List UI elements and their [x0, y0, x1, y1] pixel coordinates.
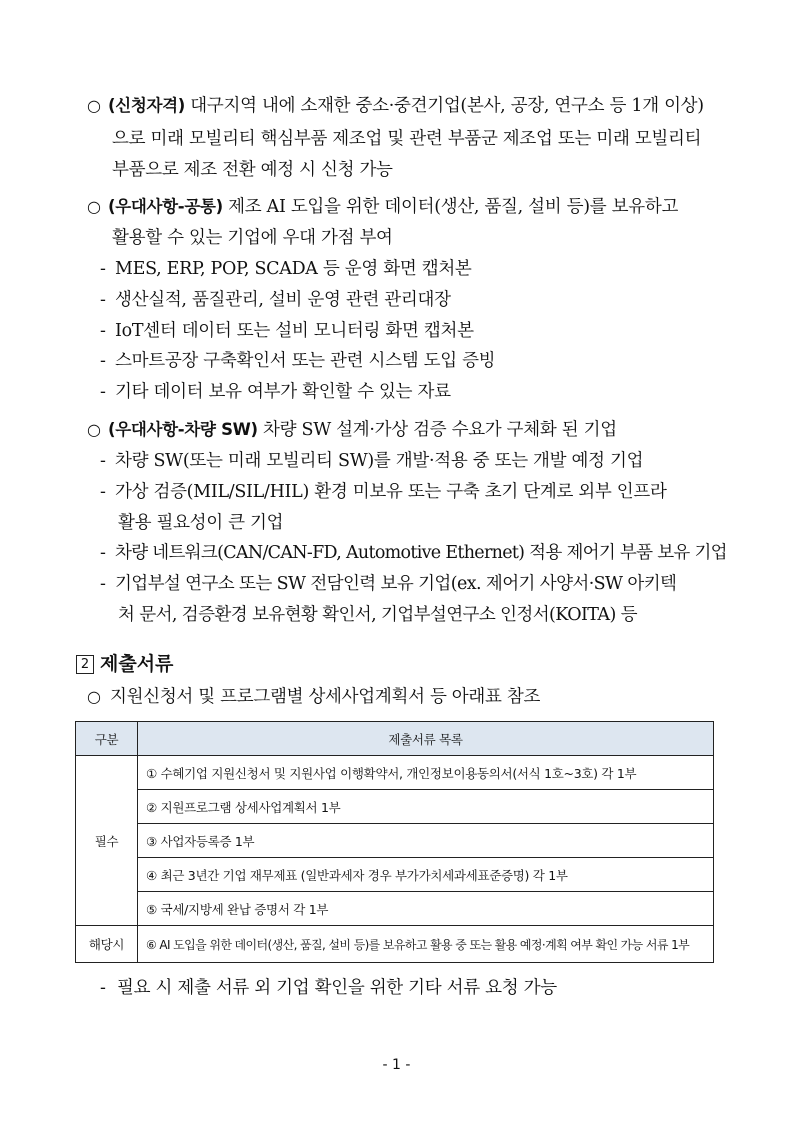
circle-bullet: ○ [87, 197, 101, 216]
dash-bullet: - [100, 382, 106, 402]
common-pref-text-1: 제조 AI 도입을 위한 데이터(생산, 품질, 설비 등)를 보유하고 [222, 197, 679, 217]
dash-bullet: - [100, 574, 106, 594]
vehicle-sw-item: 가상 검증(MIL/SIL/HIL) 환경 미보유 또는 구축 초기 단계로 외부 인프라 [115, 482, 667, 502]
common-pref-item: IoT센터 데이터 또는 설비 모니터링 화면 캡처본 [115, 321, 474, 341]
common-pref-item: 생산실적, 품질관리, 설비 운영 관련 관리대장 [115, 290, 451, 310]
vehicle-sw-item-cont: 활용 필요성이 큰 기업 [118, 513, 284, 533]
dash-bullet: - [100, 259, 106, 279]
eligibility-line-3: 부품으로 제조 전환 예정 시 신청 가능 [112, 160, 393, 180]
dash-bullet: - [100, 543, 106, 563]
required-category: 필수 [76, 756, 138, 926]
table-cell-document: ① 수혜기업 지원신청서 및 지원사업 이행확약서, 개인정보이용동의서(서식 1호~3호) 각 1부 [138, 756, 714, 790]
common-pref-item: 기타 데이터 보유 여부가 확인할 수 있는 자료 [115, 382, 451, 402]
table-header-list: 제출서류 목록 [138, 722, 714, 756]
vehicle-sw-item-cont: 처 문서, 검증환경 보유현황 확인서, 기업부설연구소 인정서(KOITA) 등 [118, 605, 637, 625]
dash-bullet: - [100, 451, 106, 471]
vehicle-sw-item: 차량 SW(또는 미래 모빌리티 SW)를 개발·적용 중 또는 개발 예정 기업 [115, 451, 644, 471]
common-pref-line-2: 활용할 수 있는 기업에 우대 가점 부여 [112, 228, 393, 248]
dash-bullet: - [100, 482, 106, 502]
common-pref-item: MES, ERP, POP, SCADA 등 운영 화면 캡처본 [115, 259, 472, 279]
table-cell-document: ④ 최근 3년간 기업 재무제표 (일반과세자 경우 부가가치세과세표준증명) 각 1부 [138, 858, 714, 892]
common-pref-heading: (우대사항-공통) [108, 197, 223, 216]
table-cell-document: ② 지원프로그램 상세사업계획서 1부 [138, 790, 714, 824]
table-cell-document: ⑤ 국세/지방세 완납 증명서 각 1부 [138, 892, 714, 926]
eligibility-line-1 [108, 95, 704, 117]
circle-bullet: ○ [87, 96, 101, 115]
dash-bullet: - [100, 290, 106, 310]
vehicle-sw-heading: (우대사항-차량 SW) [108, 420, 258, 439]
circle-bullet: ○ [87, 420, 101, 439]
documents-table [75, 721, 714, 963]
table-row [76, 790, 714, 824]
table-header-row [76, 722, 714, 756]
circle-bullet: ○ [87, 687, 101, 706]
vehicle-sw-text-1: 차량 SW 설계·가상 검증 수요가 구체화 된 기업 [257, 420, 617, 440]
eligibility-text-1: 대구지역 내에 소재한 중소·중견기업(본사, 공장, 연구소 등 1개 이상) [185, 96, 704, 116]
common-pref-item: 스마트공장 구축확인서 또는 관련 시스템 도입 증빙 [115, 351, 496, 371]
section-number-box: 2 [76, 655, 94, 674]
table-row [76, 926, 714, 963]
vehicle-sw-line-1 [108, 419, 617, 441]
table-cell-document: ③ 사업자등록증 1부 [138, 824, 714, 858]
dash-bullet: - [100, 321, 106, 341]
eligibility-heading: (신청자격) [108, 96, 186, 115]
common-pref-line-1 [108, 196, 678, 218]
eligibility-line-2: 으로 미래 모빌리티 핵심부품 제조업 및 관련 부품군 제조업 또는 미래 모빌리티 [112, 129, 702, 149]
documents-intro: 지원신청서 및 프로그램별 상세사업계획서 등 아래표 참조 [110, 687, 541, 707]
table-header-category: 구분 [76, 722, 138, 756]
vehicle-sw-item: 기업부설 연구소 또는 SW 전담인력 보유 기업(ex. 제어기 사양서·SW 아키텍 [115, 574, 677, 594]
page-number: - 1 - [382, 1057, 411, 1073]
footnote-text: 필요 시 제출 서류 외 기업 확인을 위한 기타 서류 요청 가능 [117, 978, 557, 998]
table-row [76, 756, 714, 790]
section-title: 제출서류 [100, 653, 174, 675]
dash-bullet: - [100, 351, 106, 371]
section-heading [76, 652, 173, 676]
table-cell-document: ⑥ AI 도입을 위한 데이터(생산, 품질, 설비 등)를 보유하고 활용 중 또는 활용 예정·계획 여부 확인 가능 서류 1부 [138, 926, 714, 963]
table-row [76, 892, 714, 926]
table-row [76, 824, 714, 858]
table-row [76, 858, 714, 892]
vehicle-sw-item: 차량 네트워크(CAN/CAN-FD, Automotive Ethernet) 적용 제어기 부품 보유 기업 [115, 543, 727, 563]
dash-bullet: - [100, 978, 106, 998]
optional-category: 해당시 [76, 926, 138, 963]
